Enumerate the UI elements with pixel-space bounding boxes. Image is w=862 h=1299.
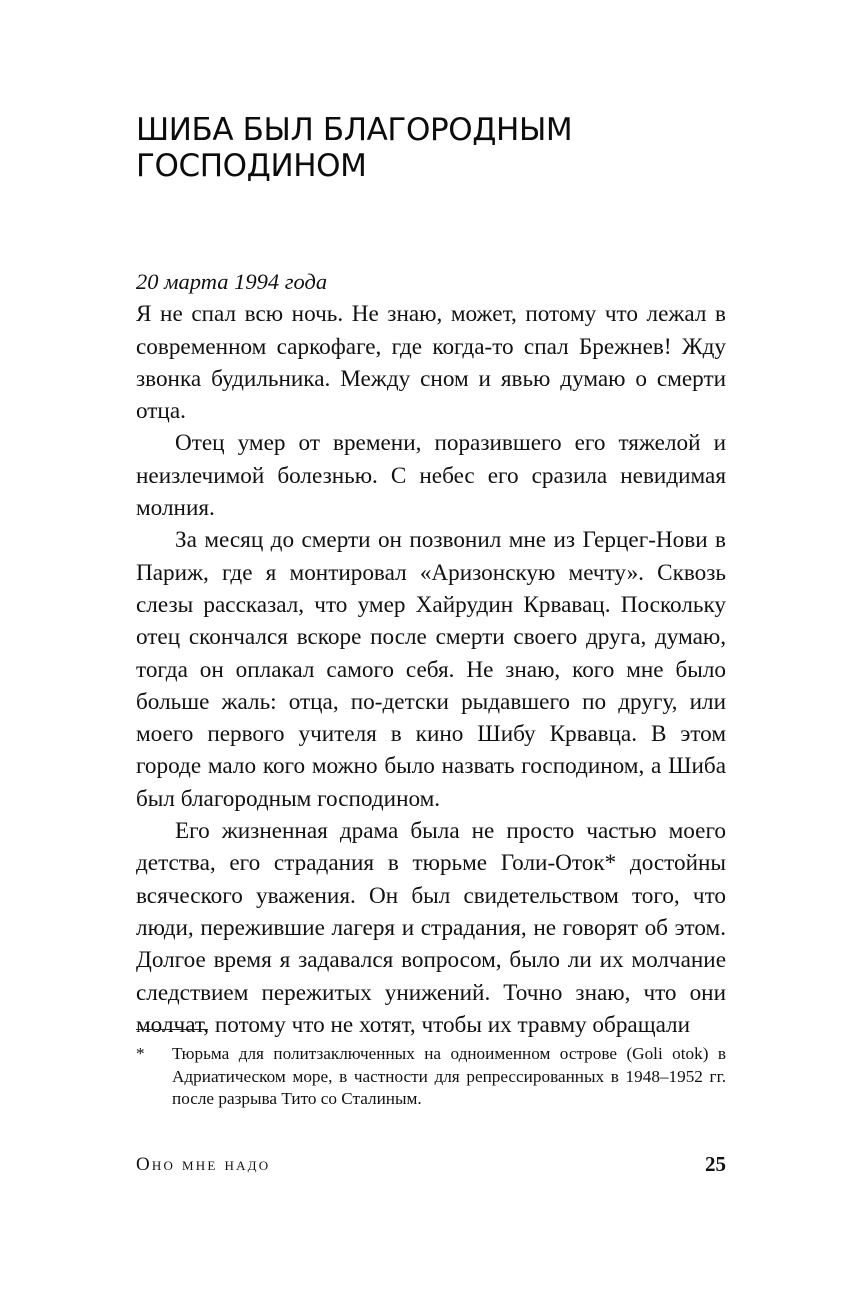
footnote — [136, 1043, 726, 1111]
footnote-divider — [136, 1029, 208, 1030]
entry-date: 20 марта 1994 года — [136, 269, 328, 294]
chapter-title — [136, 112, 736, 184]
page-number: 25 — [705, 1152, 726, 1176]
running-footer-title: Оно мне надо — [136, 1154, 271, 1175]
footnote-text: Тюрьма для политзаключенных на одноименном острове (Goli otok) в Адриатическом море, в частности для репрессированных в 1948–1952 гг. после разрыва Тито со Сталиным. — [172, 1044, 726, 1108]
paragraph-3: За месяц до смерти он позвонил мне из Герцег-Нови в Париж, где я монтировал «Аризонскую мечту». Сквозь слезы рассказал, что умер Хайрудин Крвавац. Поскольку отец скончался вскоре после смерти своего друга, думаю, тогда он оплакал самого себя. Не знаю, кого мне было больше жаль: отца, по-детски рыдавшего по другу, или моего первого учителя в кино Шибу Крвавца. В этом городе мало кого можно было назвать господином, а Шиба был благородным господином. — [136, 527, 726, 812]
footnote-mark: * — [136, 1044, 145, 1063]
chapter-title-line-2: ГОСПОДИНОМ — [136, 148, 367, 184]
paragraph-2: Отец умер от времени, поразившего его тяжелой и неизлечимой болезнью. С небес его сразила невидимая молния. — [136, 430, 726, 522]
paragraph-4: Его жизненная драма была не просто частью моего детства, его страдания в тюрьме Голи-Оток* достойны всяческого уважения. Он был свидетельством того, что люди, пережившие лагеря и страдания, не говорят об этом. Долгое время я задавался вопросом, было ли их молчание следствием пережитых унижений. Точно знаю, что они молчат, потому что не хотят, чтобы их травму обращали — [136, 818, 726, 1038]
paragraph-1: Я не спал всю ночь. Не знаю, может, потому что лежал в современном саркофаге, где когда-то спал Брежнев! Жду звонка будильника. Между сном и явью думаю о смерти отца. — [136, 301, 726, 425]
running-footer — [136, 1154, 726, 1184]
chapter-title-line-1: ШИБА БЫЛ БЛАГОРОДНЫМ — [136, 112, 573, 148]
body-text — [136, 266, 726, 1041]
